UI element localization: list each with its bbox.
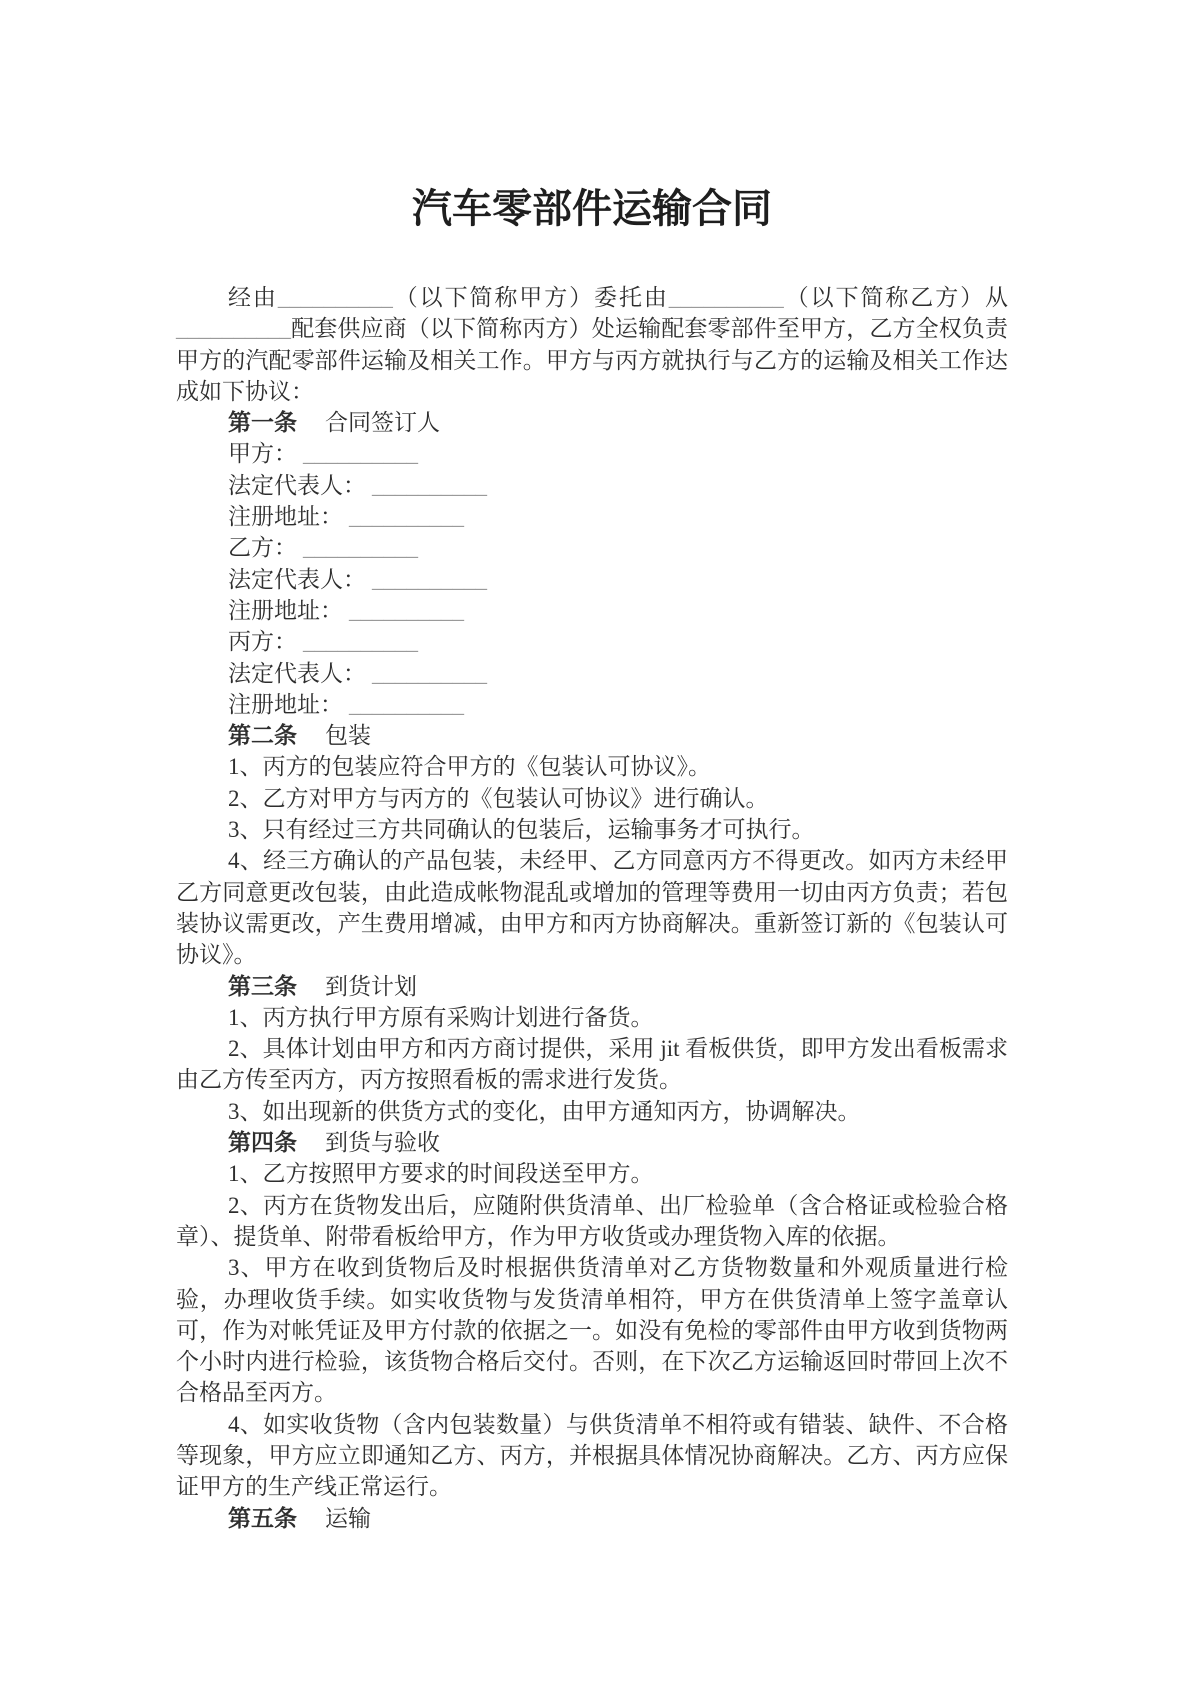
party-field-label: 法定代表人： xyxy=(228,566,366,592)
article-1-heading xyxy=(176,407,1008,438)
clause-paragraph: 2、乙方对甲方与丙方的《包装认可协议》进行确认。 xyxy=(228,785,769,811)
party-field-row xyxy=(176,564,1008,595)
article-number: 第二条 xyxy=(228,723,297,749)
party-field-blank: __________ xyxy=(349,691,464,717)
party-field-label: 甲方： xyxy=(228,441,297,467)
intro-text: 经由 xyxy=(228,285,278,310)
party-field-label: 乙方： xyxy=(228,535,297,561)
party-field-row xyxy=(176,595,1008,626)
document-title: 汽车零部件运输合同 xyxy=(412,186,772,231)
article-5-heading xyxy=(176,1503,1008,1534)
intro-paragraph xyxy=(176,282,1008,407)
party-field-label: 法定代表人： xyxy=(228,660,366,686)
article-title: 包装 xyxy=(325,723,371,749)
party-field-label: 注册地址： xyxy=(228,597,343,623)
party-field-row xyxy=(176,532,1008,563)
clause-paragraph: 4、经三方确认的产品包装，未经甲、乙方同意丙方不得更改。如丙方未经甲乙方同意更改包装，由此造成帐物混乱或增加的管理等费用一切由丙方负责；若包装协议需更改，产生费用增减，由甲方和丙方协商解决。重新签订新的《包装认可协议》。 xyxy=(176,848,1008,968)
intro-text: （以下简称乙方）从 xyxy=(783,285,1009,310)
clause-paragraph: 3、只有经过三方共同确认的包装后，运输事务才可执行。 xyxy=(228,817,815,843)
party-field-blank: __________ xyxy=(303,441,418,467)
party-field-row xyxy=(176,470,1008,501)
intro-text: （以下简称甲方）委托由 xyxy=(392,285,669,310)
article-title: 到货与验收 xyxy=(325,1130,440,1156)
party-field-blank: __________ xyxy=(303,629,418,655)
clause-paragraph: 4、如实收货物（含内包装数量）与供货清单不相符或有错装、缺件、不合格等现象，甲方应立即通知乙方、丙方，并根据具体情况协商解决。乙方、丙方应保证甲方的生产线正常运行。 xyxy=(176,1411,1008,1500)
article-title: 到货计划 xyxy=(325,973,417,999)
clause-paragraph: 2、丙方在货物发出后，应随附供货清单、出厂检验单（含合格证或检验合格章）、提货单、附带看板给甲方，作为甲方收货或办理货物入库的依据。 xyxy=(176,1192,1008,1249)
party-field-label: 丙方： xyxy=(228,629,297,655)
article-3-heading xyxy=(176,971,1008,1002)
clause-paragraph: 2、具体计划由甲方和丙方商讨提供，采用 jit 看板供货，即甲方发出看板需求由乙方传至丙方，丙方按照看板的需求进行发货。 xyxy=(176,1036,1008,1093)
supplier-name-blank: __________ xyxy=(176,316,291,342)
article-title: 运输 xyxy=(325,1505,371,1531)
party-field-blank: __________ xyxy=(372,472,487,498)
clause-paragraph: 1、乙方按照甲方要求的时间段送至甲方。 xyxy=(228,1161,654,1187)
party-field-row xyxy=(176,689,1008,720)
article-number: 第四条 xyxy=(228,1130,297,1156)
party-field-row xyxy=(176,438,1008,469)
party-field-blank: __________ xyxy=(349,504,464,530)
clause-paragraph: 1、丙方执行甲方原有采购计划进行备货。 xyxy=(228,1004,654,1030)
party-field-row xyxy=(176,626,1008,657)
article-title: 合同签订人 xyxy=(325,410,440,436)
party-a-name-blank: __________ xyxy=(277,285,393,310)
article-number: 第三条 xyxy=(228,973,297,999)
article-2-heading xyxy=(176,720,1008,751)
party-b-name-blank: __________ xyxy=(668,285,784,310)
article-number: 第一条 xyxy=(228,410,297,436)
clause-paragraph: 3、如出现新的供货方式的变化，由甲方通知丙方，协调解决。 xyxy=(228,1098,861,1124)
article-4-heading xyxy=(176,1127,1008,1158)
party-field-label: 注册地址： xyxy=(228,504,343,530)
party-field-blank: __________ xyxy=(303,535,418,561)
party-field-row xyxy=(176,658,1008,689)
clause-paragraph: 3、甲方在收到货物后及时根据供货清单对乙方货物数量和外观质量进行检验，办理收货手续。如实收货物与发货清单相符，甲方在供货清单上签字盖章认可，作为对帐凭证及甲方付款的依据之一。如没有免检的零部件由甲方收到货物两个小时内进行检验，该货物合格后交付。否则，在下次乙方运输返回时带回上次不合格品至丙方。 xyxy=(176,1255,1008,1406)
intro-text: 配套供应商（以下简称丙方）处运输配套零部件至甲方，乙方全权负责甲方的汽配零部件运输及相关工作。甲方与丙方就执行与乙方的运输及相关工作达成如下协议： xyxy=(176,316,1008,404)
party-field-row xyxy=(176,501,1008,532)
article-number: 第五条 xyxy=(228,1505,297,1531)
party-field-blank: __________ xyxy=(372,660,487,686)
party-field-label: 注册地址： xyxy=(228,691,343,717)
clause-paragraph: 1、丙方的包装应符合甲方的《包装认可协议》。 xyxy=(228,754,711,780)
party-field-label: 法定代表人： xyxy=(228,472,366,498)
party-field-blank: __________ xyxy=(349,597,464,623)
party-field-blank: __________ xyxy=(372,566,487,592)
